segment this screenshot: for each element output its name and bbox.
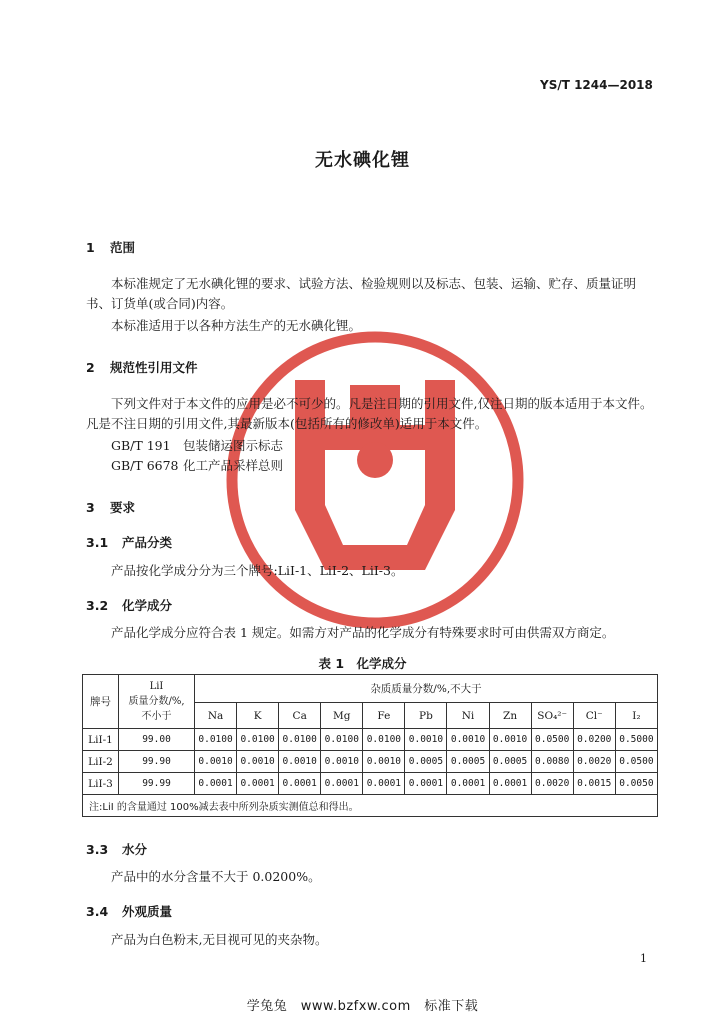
value-cell: 0.0005: [405, 751, 447, 773]
section-title: 要求: [110, 500, 136, 515]
value-cell: 0.0001: [489, 773, 531, 795]
section-title: 外观质量: [122, 904, 173, 919]
value-cell: 0.0100: [321, 729, 363, 751]
section-3-4-heading: [86, 902, 172, 920]
value-cell: 0.0010: [447, 729, 489, 751]
section-3-1-heading: [86, 533, 172, 551]
table-row: [83, 751, 658, 773]
value-cell: 0.0001: [447, 773, 489, 795]
lii-header-line: 质量分数/%,: [128, 696, 185, 707]
appearance-paragraph: 产品为白色粉末,无目视可见的夹杂物。: [111, 932, 328, 947]
section-1-heading: [86, 238, 135, 256]
normative-references-paragraph: 下列文件对于本文件的应用是必不可少的。凡是注日期的引用文件,仅注日期的版本适用于本文件。凡是不注日期的引用文件,其最新版本(包括所有的修改单)适用于本文件。: [86, 396, 653, 431]
reference-code: GB/T 191: [111, 438, 171, 453]
lii-cell: 99.00: [119, 729, 195, 751]
section-title: 化学成分: [122, 598, 173, 613]
value-cell: 0.0010: [237, 751, 279, 773]
element-header: Fe: [363, 703, 405, 729]
section-number: 3: [86, 500, 95, 515]
table-row: [83, 729, 658, 751]
section-number: 3.2: [86, 598, 109, 613]
impurity-header: 杂质质量分数/%,不大于: [195, 675, 658, 703]
grade-header: 牌号: [83, 675, 119, 729]
chemical-composition-table: [82, 674, 658, 817]
section-title: 水分: [122, 842, 148, 857]
element-header: I₂: [615, 703, 657, 729]
reference-title: 化工产品采样总则: [183, 458, 284, 473]
scope-applicability: 本标准适用于以各种方法生产的无水碘化锂。: [111, 318, 362, 333]
scope-paragraph: 本标准规定了无水碘化锂的要求、试验方法、检验规则以及标志、包装、运输、贮存、质量证明书、订货单(或合同)内容。: [86, 276, 637, 311]
section-3-3-heading: [86, 840, 147, 858]
section-2-heading: [86, 358, 198, 376]
section-number: 1: [86, 240, 95, 255]
lii-header: [119, 675, 195, 729]
section-number: 2: [86, 360, 95, 375]
moisture-paragraph: 产品中的水分含量不大于 0.0200%。: [111, 869, 321, 884]
lii-header-line: 不小于: [141, 711, 172, 722]
element-header: Pb: [405, 703, 447, 729]
section-number: 3.3: [86, 842, 109, 857]
value-cell: 0.0200: [573, 729, 615, 751]
lii-cell: 99.99: [119, 773, 195, 795]
value-cell: 0.0010: [279, 751, 321, 773]
value-cell: 0.0001: [405, 773, 447, 795]
footer-site-text: 学兔兔 www.bzfxw.com 标准下载: [246, 999, 479, 1014]
document-title: 无水碘化锂: [315, 150, 410, 171]
value-cell: 0.0010: [321, 751, 363, 773]
table-row: [83, 773, 658, 795]
value-cell: 0.0001: [363, 773, 405, 795]
element-header: Na: [195, 703, 237, 729]
section-3-heading: [86, 498, 135, 516]
reference-item: [111, 436, 283, 456]
product-classification-paragraph: 产品按化学成分分为三个牌号:LiI-1、LiI-2、LiI-3。: [111, 563, 404, 578]
table-caption: 表 1 化学成分: [318, 656, 407, 671]
value-cell: 0.0010: [195, 751, 237, 773]
value-cell: 0.0001: [195, 773, 237, 795]
section-title: 范围: [110, 240, 136, 255]
table-header-row: [83, 675, 658, 703]
value-cell: 0.0100: [363, 729, 405, 751]
value-cell: 0.0015: [573, 773, 615, 795]
element-header: K: [237, 703, 279, 729]
element-header: Ni: [447, 703, 489, 729]
document-number: YS/T 1244—2018: [540, 78, 653, 92]
value-cell: 0.0500: [615, 751, 657, 773]
section-title: 产品分类: [122, 535, 173, 550]
value-cell: 0.0010: [489, 729, 531, 751]
grade-cell: LiI-3: [83, 773, 119, 795]
value-cell: 0.0080: [531, 751, 573, 773]
page-number: 1: [640, 952, 647, 965]
reference-code: GB/T 6678: [111, 458, 179, 473]
lii-cell: 99.90: [119, 751, 195, 773]
section-title: 规范性引用文件: [110, 360, 198, 375]
value-cell: 0.0001: [237, 773, 279, 795]
reference-title: 包装储运图示标志: [183, 438, 284, 453]
section-3-2-heading: [86, 596, 172, 614]
element-header: Mg: [321, 703, 363, 729]
value-cell: 0.0001: [321, 773, 363, 795]
value-cell: 0.0500: [531, 729, 573, 751]
reference-item: [111, 456, 283, 476]
element-header: Zn: [489, 703, 531, 729]
element-header: SO₄²⁻: [531, 703, 573, 729]
watermark-dot-icon: [357, 442, 393, 478]
value-cell: 0.5000: [615, 729, 657, 751]
value-cell: 0.0050: [615, 773, 657, 795]
section-number: 3.1: [86, 535, 109, 550]
value-cell: 0.0020: [573, 751, 615, 773]
lii-header-line: LiI: [149, 681, 164, 692]
value-cell: 0.0010: [405, 729, 447, 751]
value-cell: 0.0005: [447, 751, 489, 773]
grade-cell: LiI-1: [83, 729, 119, 751]
section-number: 3.4: [86, 904, 109, 919]
value-cell: 0.0020: [531, 773, 573, 795]
value-cell: 0.0100: [237, 729, 279, 751]
grade-cell: LiI-2: [83, 751, 119, 773]
element-header: Cl⁻: [573, 703, 615, 729]
value-cell: 0.0100: [279, 729, 321, 751]
element-header: Ca: [279, 703, 321, 729]
value-cell: 0.0010: [363, 751, 405, 773]
table-note: 注:LiI 的含量通过 100%减去表中所列杂质实测值总和得出。: [83, 795, 658, 817]
watermark-logo: [225, 330, 525, 630]
value-cell: 0.0001: [279, 773, 321, 795]
value-cell: 0.0100: [195, 729, 237, 751]
value-cell: 0.0005: [489, 751, 531, 773]
chemical-composition-paragraph: 产品化学成分应符合表 1 规定。如需方对产品的化学成分有特殊要求时可由供需双方商定。: [111, 625, 615, 640]
table-note-row: [83, 795, 658, 817]
